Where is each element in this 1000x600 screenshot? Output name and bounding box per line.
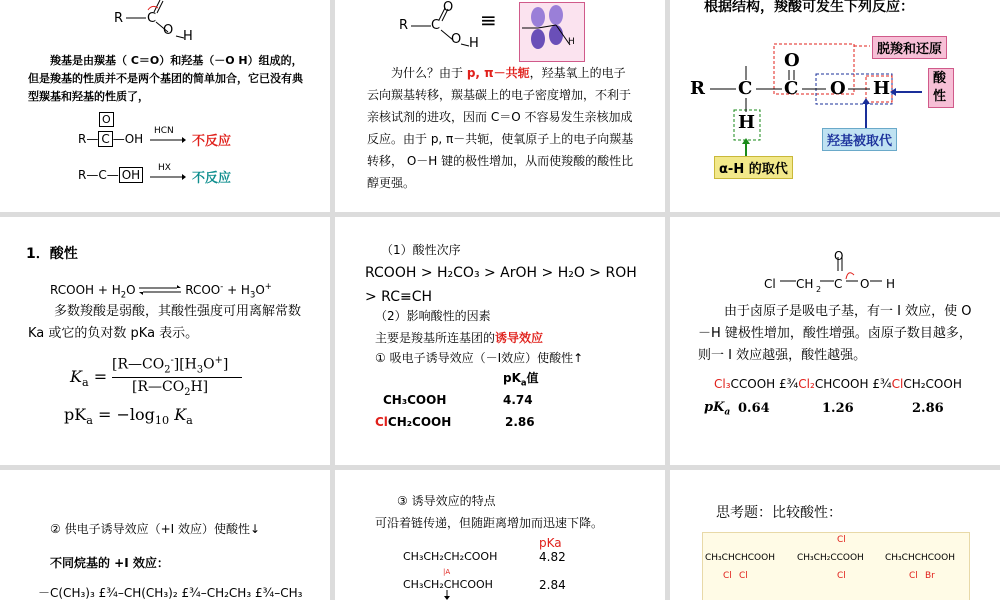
cmp3-cl: Cl [909, 571, 918, 581]
s-Cl: Cl [764, 277, 776, 291]
struct-R: R [399, 18, 409, 33]
cmp1-cl-a: Cl [723, 571, 732, 581]
reaction-hcn: R— C —OH [78, 132, 144, 146]
equilibrium-arrow-icon [139, 280, 181, 302]
label-alpha-substitution: α-H 的取代 [714, 156, 793, 179]
panel-carboxyl-structure [0, 0, 330, 212]
cmp3-br: Br [925, 571, 935, 581]
orbital-H: H [568, 37, 575, 47]
r1-result: 不反应 [192, 134, 232, 149]
section-heading: 1．酸性 [26, 246, 78, 262]
r1-C: C [98, 131, 112, 147]
exercise-box [702, 532, 970, 600]
item-features: ③ 诱导效应的特点 [397, 494, 496, 508]
ka-description: 多数羧酸是弱酸，其酸性强度可用离解常数 Ka 或它的负对数 pKa 表示。 [28, 304, 302, 341]
panel-inductive-features [335, 470, 665, 600]
halogen-description: 由于卤原子是吸电子基，有一 I 效应，使 O－H 键极性增加，酸性增强。卤原子数目越多，则一 I 效应越强，酸性越强。 [698, 304, 972, 363]
sec-acidity-order: （1）酸性次序 [381, 243, 461, 257]
cmp2: CH₃CH₂CCOOH [797, 553, 864, 563]
row2-value: 2.86 [505, 415, 535, 429]
sec-factors: （2）影响酸性的因素 [375, 309, 491, 323]
cmp2-cl-top: Cl [837, 535, 846, 545]
carboxyl-description: 羧基是由羰基（ C＝O）和羟基（－O H）组成的，但是羧基的性质并不是两个基团的简单加合，它已没有典型羰基和羟基的性质了， [28, 54, 303, 103]
label-hydroxy-substitution: 羟基被取代 [822, 128, 897, 151]
panel-acidity-order [335, 217, 665, 465]
struct-H: H [183, 29, 193, 44]
exercise-title: 思考题：比较酸性： [716, 505, 842, 521]
arrow-label: |A [443, 568, 451, 576]
site-R: R [690, 78, 705, 99]
row1-name: CH₃COOH [383, 393, 447, 407]
site-H-acid: H [873, 78, 891, 99]
dissociation-equation: RCOOH + $H_2O$ RCOO- + $H_3O^+$ [50, 275, 272, 305]
pka-formula: $pK_a = -\log_{10}$ $K_a$ [64, 405, 193, 428]
row1-value: 4.74 [503, 393, 533, 407]
factor-intro: 主要是羧基所连基团的诱导效应 [375, 331, 544, 345]
cmp3: CH₃CHCHCOOH [885, 553, 955, 563]
mol-chlorobutanoic: CH₃CH₂CHCOOH [403, 578, 493, 591]
p-orbital-icon [520, 3, 584, 61]
label-acidity: 酸性 [928, 68, 954, 108]
panel-reaction-sites [670, 0, 1000, 212]
r1-reagent: HCN [154, 126, 174, 136]
item-withdrawing: ① 吸电子诱导效应（－Ⅰ效应）使酸性↑ [375, 351, 584, 365]
panel-donating-effect [0, 470, 330, 600]
panel-halogen-effect [670, 217, 1000, 465]
s-H: H [886, 277, 896, 291]
features-desc: 可沿着链传递，但随距离增加而迅速下降。 [375, 516, 604, 530]
site-H-alpha: H [738, 112, 756, 133]
reaction-sites-title: 根据结构，羧酸可发生下列反应： [704, 0, 914, 15]
val-butanoic: 4.82 [539, 550, 566, 564]
panel-acidity: 1．酸性 RCOOH + $H_2O$ RCOO- + $H_3O^+$ 多数羧酸是弱酸，其酸性强度可用离解常数 Ka 或它的负对数 pKa 表示。 $K_a$ = $[R—CO_2^-][H_3O^+]$ $[R—CO_2H]$ $pK_a = -\log_{10}$ $K_a$ [0, 217, 330, 465]
acidity-order-cont: > RC≡CH [365, 289, 433, 305]
s-CH: CH [796, 277, 814, 291]
conjugation-description: 为什么？由于 p, π－共轭，羟基氧上的电子云向羰基转移，羰基碳上的电子密度增加，不利于亲核试剂的进攻，因而 C＝O 不容易发生亲核加成反应。由于 p, π－共轭，使氧原子上的电子向羰基转移， O－H 键的极性增加，从而使羧酸的酸性比醇更强。 [367, 66, 634, 190]
val-chlorobutanoic: 2.84 [539, 578, 566, 592]
r2-reagent: HX [158, 163, 171, 173]
s-O: O [860, 277, 870, 291]
s-O-top: O [834, 249, 844, 263]
site-O-top: O [784, 50, 800, 71]
cmp1-cl-b: Cl [739, 571, 748, 581]
struct-H: H [469, 36, 479, 51]
orbital-diagram [519, 2, 585, 62]
cmp2-cl-bot: Cl [837, 571, 846, 581]
mol-butanoic: CH₃CH₂CH₂COOH [403, 550, 498, 563]
r2-result: 不反应 [192, 171, 232, 186]
reaction-hx: R—C— OH [78, 164, 143, 186]
s-sub: 2 [816, 285, 822, 294]
cmp1: CH₃CHCHCOOH [705, 553, 775, 563]
struct-O: O [451, 32, 462, 47]
label-decarboxylation: 脱羧和还原 [872, 36, 947, 59]
pka-v2: 1.26 [822, 401, 854, 416]
pka-v1: 0.64 [738, 401, 770, 416]
acidity-order: RCOOH > H₂CO₃ > ArOH > H₂O > ROH [365, 265, 637, 281]
s-C: C [834, 277, 843, 291]
r2-C: C [98, 168, 107, 182]
struct-O-top: O [443, 0, 454, 15]
struct-O: O [163, 23, 174, 38]
alkyl-heading: 不同烷基的 +I 效应： [50, 556, 169, 570]
arrow-icon [150, 173, 186, 181]
chloro-series: Cl₃CCOOH £¾Cl₂CHCOOH £¾ClCH₂COOH [714, 377, 962, 391]
pka-column-header: $pK_a$值 [503, 371, 539, 388]
alkyl-order: －C(CH₃)₃ £¾–CH(CH₃)₂ £¾–CH₂CH₃ £¾–CH₃ [38, 586, 303, 600]
struct-C: C [431, 18, 441, 33]
panel-conjugation [335, 0, 665, 212]
pka-label: $pK_a$ [704, 400, 731, 418]
panel-exercise [670, 470, 1000, 600]
struct-R: R [114, 11, 124, 26]
row2-name: ClCH₂COOH [375, 415, 452, 429]
site-C-carbonyl: C [784, 78, 799, 99]
r2-OH: OH [119, 167, 143, 183]
r2-R: R [78, 168, 87, 182]
pka-v3: 2.86 [912, 401, 944, 416]
struct-C: C [147, 11, 157, 26]
pka-header: pKa [539, 536, 562, 550]
equivalent-icon: ≡ [480, 8, 497, 32]
r1-OH: OH [124, 132, 144, 146]
site-C-alpha: C [738, 78, 753, 99]
r1-R: R [78, 132, 87, 146]
arrow-icon [150, 136, 186, 144]
r1-O: O [99, 112, 114, 127]
site-O-hydroxy: O [830, 78, 846, 99]
down-arrow-icon [443, 590, 451, 600]
item-donating: ② 供电子诱导效应（+I 效应）使酸性↓ [50, 522, 261, 536]
